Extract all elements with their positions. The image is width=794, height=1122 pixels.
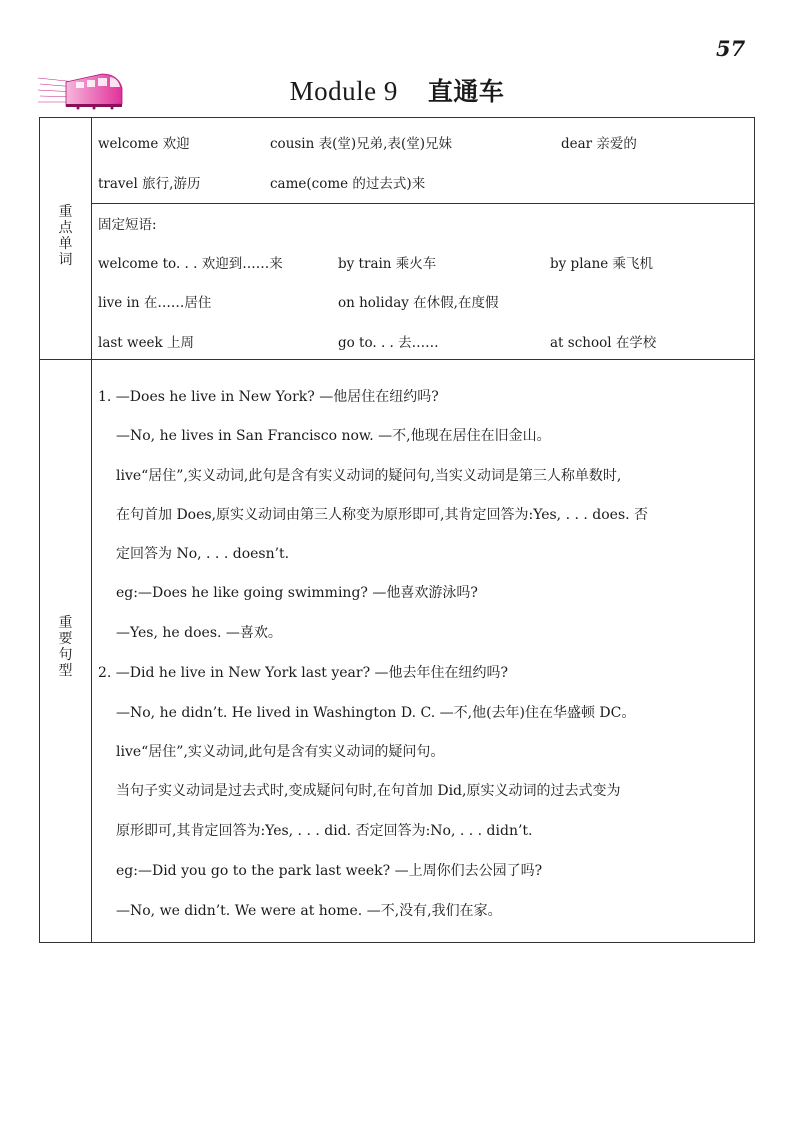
- phrase-heading: 固定短语:: [98, 217, 157, 233]
- sentence-line: 定回答为 No, . . . doesn’t.: [116, 546, 290, 562]
- content-table: [39, 117, 755, 943]
- page-number: 57: [716, 36, 746, 61]
- page-title: [0, 72, 794, 108]
- phrase-item: live in 在……居住: [98, 295, 212, 311]
- sentence-section-label: 重 要 句 型: [58, 615, 73, 679]
- title-module: Module 9: [289, 76, 398, 106]
- sentence-line: —Yes, he does. —喜欢。: [116, 625, 282, 641]
- sentence-line: 2. —Did he live in New York last year? —他去年住在纽约吗?: [98, 665, 509, 681]
- phrase-item: by train 乘火车: [338, 256, 437, 272]
- vocab-section-label: 重 点 单 词: [58, 204, 73, 268]
- column-divider: [91, 118, 92, 942]
- row-divider: [91, 203, 754, 204]
- vocab-word: welcome 欢迎: [98, 136, 190, 152]
- title-chinese: 直通车: [427, 77, 505, 106]
- sentence-line: eg:—Does he like going swimming? —他喜欢游泳吗?: [116, 585, 478, 601]
- sentence-line: 1. —Does he live in New York? —他居住在纽约吗?: [98, 389, 439, 405]
- phrase-item: last week 上周: [98, 335, 195, 351]
- section-divider: [40, 359, 754, 360]
- vocab-word: came(come 的过去式)来: [270, 176, 426, 192]
- phrase-item: welcome to. . . 欢迎到……来: [98, 256, 283, 272]
- sentence-line: live“居住”,实义动词,此句是含有实义动词的疑问句,当实义动词是第三人称单数时,: [116, 468, 622, 484]
- sentence-line: —No, we didn’t. We were at home. —不,没有,我们在家。: [116, 903, 502, 919]
- phrase-item: by plane 乘飞机: [550, 256, 654, 272]
- vocab-word: cousin 表(堂)兄弟,表(堂)兄妹: [270, 136, 452, 152]
- sentence-line: 当句子实义动词是过去式时,变成疑问句时,在句首加 Did,原实义动词的过去式变为: [116, 783, 621, 799]
- phrase-item: on holiday 在休假,在度假: [338, 295, 499, 311]
- sentence-line: —No, he didn’t. He lived in Washington D. C. —不,他(去年)住在华盛顿 DC。: [116, 705, 636, 721]
- phrase-item: go to. . . 去……: [338, 335, 439, 351]
- sentence-line: 在句首加 Does,原实义动词由第三人称变为原形即可,其肯定回答为:Yes, . . . does. 否: [116, 507, 649, 523]
- sentence-line: eg:—Did you go to the park last week? —上周你们去公园了吗?: [116, 863, 543, 879]
- vocab-word: travel 旅行,游历: [98, 176, 201, 192]
- phrase-item: at school 在学校: [550, 335, 657, 351]
- vocab-word: dear 亲爱的: [561, 136, 637, 152]
- sentence-line: 原形即可,其肯定回答为:Yes, . . . did. 否定回答为:No, . . . didn’t.: [116, 823, 533, 839]
- sentence-line: —No, he lives in San Francisco now. —不,他现在居住在旧金山。: [116, 428, 551, 444]
- sentence-line: live“居住”,实义动词,此句是含有实义动词的疑问句。: [116, 744, 445, 760]
